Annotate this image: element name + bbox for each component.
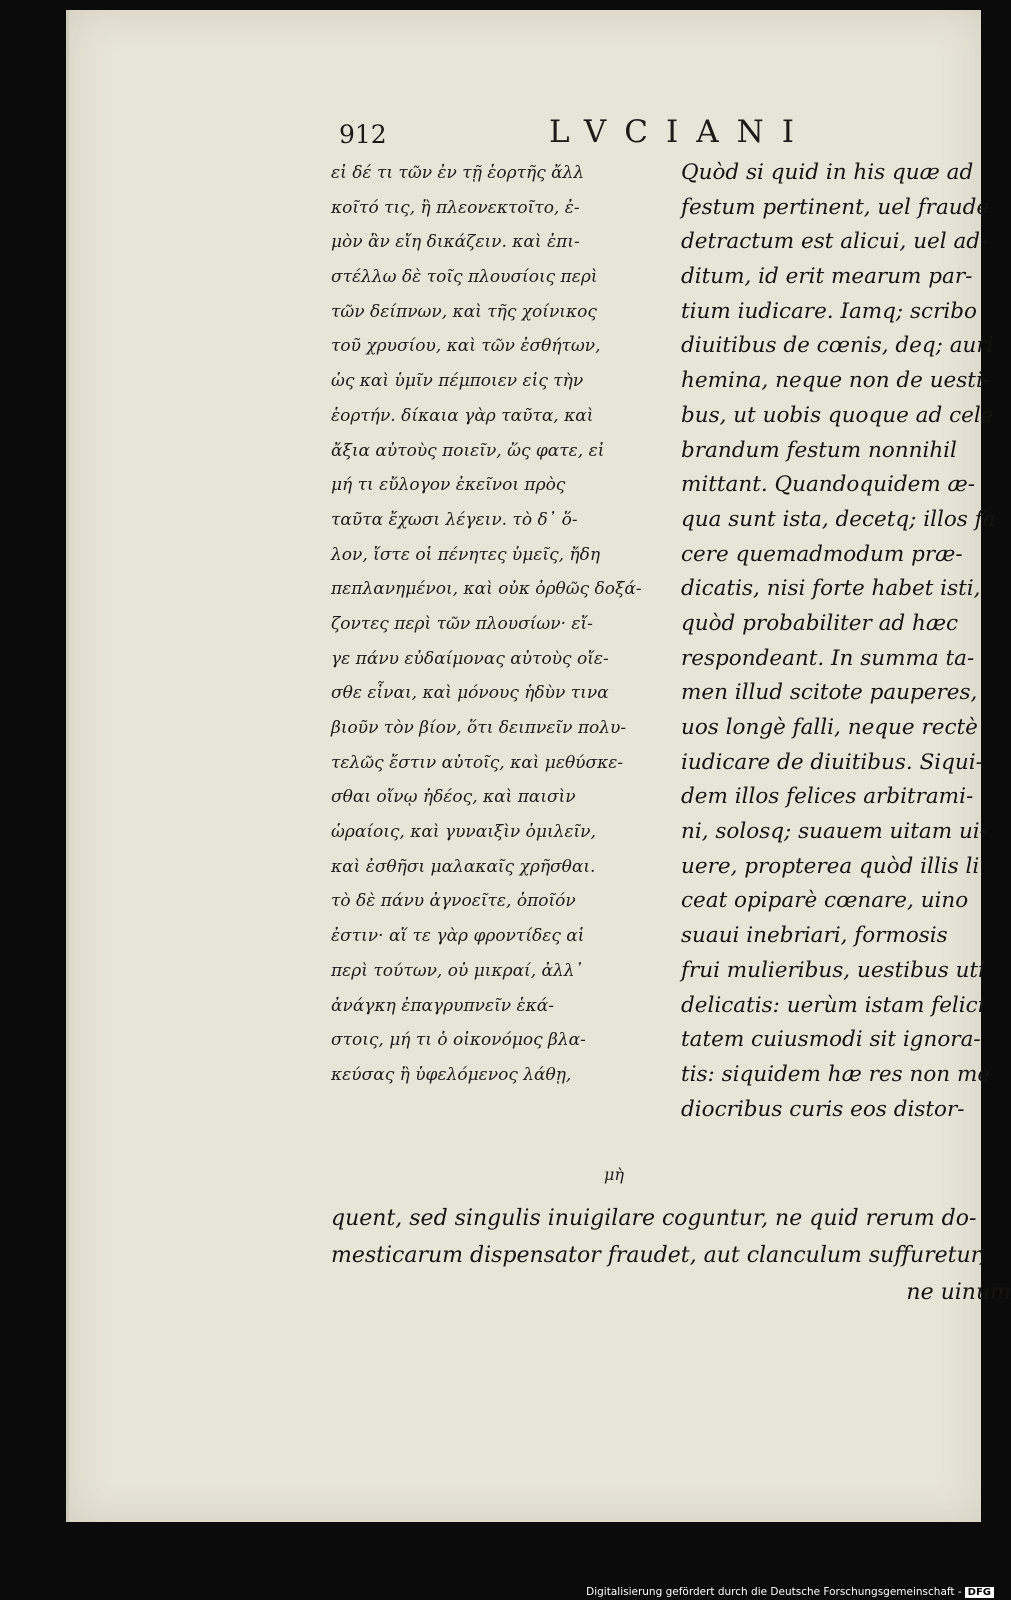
digitization-credit <box>586 1586 994 1598</box>
greek-text-line: ἀνάγκη ἐπαγρυπνεῖν ἑκά- <box>331 995 554 1016</box>
latin-text-line: ditum, id erit mearum par- <box>681 264 973 290</box>
greek-text-line: στέλλω δὲ τοῖς πλουσίοις περὶ <box>331 267 598 288</box>
latin-text-line: diuitibus de cœnis, deq; auri <box>681 333 994 359</box>
greek-text-line: τελῶς ἔστιν αὐτοῖς, καὶ μεθύσκε- <box>331 752 624 773</box>
latin-text-line: Quòd si quid in his quæ ad <box>681 160 974 185</box>
latin-full-width-text <box>331 1200 1011 1311</box>
greek-text-line: σθε εἶναι, καὶ μόνους ἡδὺν τινα <box>331 683 609 704</box>
latin-text-line: suaui inebriari, formosis <box>681 923 948 949</box>
greek-text-line: ταῦτα ἔχωσι λέγειν. τὸ δ᾽ ὅ- <box>331 509 578 530</box>
greek-text-line: πεπλανημένοι, καὶ οὐκ ὀρθῶς δοξά- <box>331 579 642 600</box>
greek-text-line: καὶ ἐσθῆσι μαλακαῖς χρῆσθαι. <box>331 856 596 877</box>
greek-text-column <box>331 156 671 1093</box>
book-page <box>66 10 1011 1522</box>
greek-text-line: ζοντες περὶ τῶν πλουσίων· εἴ- <box>331 613 593 634</box>
latin-text-line: tis: siquidem hæ res non me <box>681 1061 991 1087</box>
latin-text-line: respondeant. In summa ta- <box>681 645 975 671</box>
greek-text-line: κοῖτό τις, ἢ πλεονεκτοῖτο, ἐ- <box>331 197 580 218</box>
credit-text: Digitalisierung gefördert durch die Deutsche Forschungsgemeinschaft - <box>586 1586 962 1598</box>
latin-text-line: tatem cuiusmodi sit ignora- <box>681 1027 981 1053</box>
latin-text-line: diocribus curis eos distor- <box>681 1096 965 1122</box>
greek-text-line: ἄξια αὐτοὺς ποιεῖν, ὥς φατε, εἰ <box>331 440 605 461</box>
latin-text-line: quent, sed singulis inuigilare coguntur, ne quid rerum do- <box>331 1206 977 1231</box>
dfg-logo: DFG <box>965 1587 994 1598</box>
latin-text-line: iudicare de diuitibus. Siqui- <box>681 749 983 775</box>
greek-text-line: λον, ἴστε οἱ πένητες ὑμεῖς, ἤδη <box>331 544 601 565</box>
greek-text-line: ἐστιν· αἵ τε γὰρ φροντίδες αἱ <box>331 926 585 947</box>
greek-text-line: τὸ δὲ πάνυ ἀγνοεῖτε, ὁποῖόν <box>331 891 576 912</box>
greek-text-line: γε πάνυ εὐδαίμονας αὐτοὺς οἴε- <box>331 648 609 669</box>
greek-text-line: βιοῦν τὸν βίον, ὅτι δειπνεῖν πολυ- <box>331 718 627 738</box>
greek-text-line: μὸν ἂν εἴη δικάζειν. καὶ ἐπι- <box>331 232 580 253</box>
greek-text-line: μή τι εὔλογον ἐκεῖνοι πρὸς <box>331 475 566 496</box>
greek-text-line: περὶ τούτων, οὐ μικραί, ἀλλ᾽ <box>331 960 584 981</box>
greek-text-line: ὡς καὶ ὑμῖν πέμποιεν εἰς τὴν <box>331 371 584 392</box>
latin-text-line: mittant. Quandoquidem æ- <box>681 472 976 498</box>
latin-text-line: hemina, neque non de uesti- <box>681 368 991 394</box>
latin-text-line: detractum est alicui, uel ad- <box>681 229 988 255</box>
greek-catchword: μὴ <box>604 1165 624 1184</box>
latin-text-line: uere, propterea quòd illis li <box>681 853 980 879</box>
latin-text-line: dem illos felices arbitrami- <box>681 784 974 810</box>
latin-text-line: uos longè falli, neque rectè <box>681 715 978 740</box>
latin-text-line: tium iudicare. Iamq; scribo <box>681 298 977 324</box>
greek-text-line: σθαι οἴνῳ ἡδέος, καὶ παισὶν <box>331 787 576 808</box>
latin-text-line: ni, solosq; suauem uitam ui- <box>681 819 987 845</box>
latin-text-line: delicatis: uerùm istam felici <box>681 992 985 1018</box>
latin-text-column <box>681 156 1009 1127</box>
latin-text-line: frui mulieribus, uestibus uti <box>681 957 985 983</box>
latin-text-line: cere quemadmodum præ- <box>681 541 963 567</box>
greek-text-line: ὡραίοις, καὶ γυναιξὶν ὁμιλεῖν, <box>331 822 596 843</box>
greek-text-line: στοις, μή τι ὁ οἰκονόμος βλα- <box>331 1030 586 1051</box>
latin-catchword: ne uinum <box>906 1280 1011 1305</box>
greek-text-line: κεύσας ἢ ὑφελόμενος λάθῃ, <box>331 1064 572 1085</box>
latin-text-line: men illud scitote pauperes, <box>681 680 978 706</box>
greek-text-line: τοῦ χρυσίου, καὶ τῶν ἐσθήτων, <box>331 336 601 357</box>
latin-text-line: qua sunt ista, decetq; illos fa <box>681 506 996 532</box>
latin-text-line: ceat opiparè cœnare, uino <box>681 888 969 914</box>
greek-text-line: ἑορτήν. δίκαια γὰρ ταῦτα, καὶ <box>331 405 594 426</box>
greek-text-line: εἰ δέ τι τῶν ἐν τῇ ἑορτῆς ἄλλ <box>331 163 585 183</box>
latin-text-line: brandum festum nonnihil <box>681 437 957 463</box>
latin-text-line: festum pertinent, uel fraude <box>681 194 990 220</box>
page-number: 912 <box>339 120 387 149</box>
latin-text-line: dicatis, nisi forte habet isti, <box>681 576 981 602</box>
latin-text-line: quòd probabiliter ad hæc <box>681 610 959 636</box>
running-title: LVCIANI <box>549 114 813 150</box>
greek-text-line: τῶν δείπνων, καὶ τῆς χοίνικος <box>331 301 597 322</box>
latin-text-line: mesticarum dispensator fraudet, aut clanculum suffuretur, <box>331 1243 986 1268</box>
latin-text-line: bus, ut uobis quoque ad cele <box>681 402 994 428</box>
